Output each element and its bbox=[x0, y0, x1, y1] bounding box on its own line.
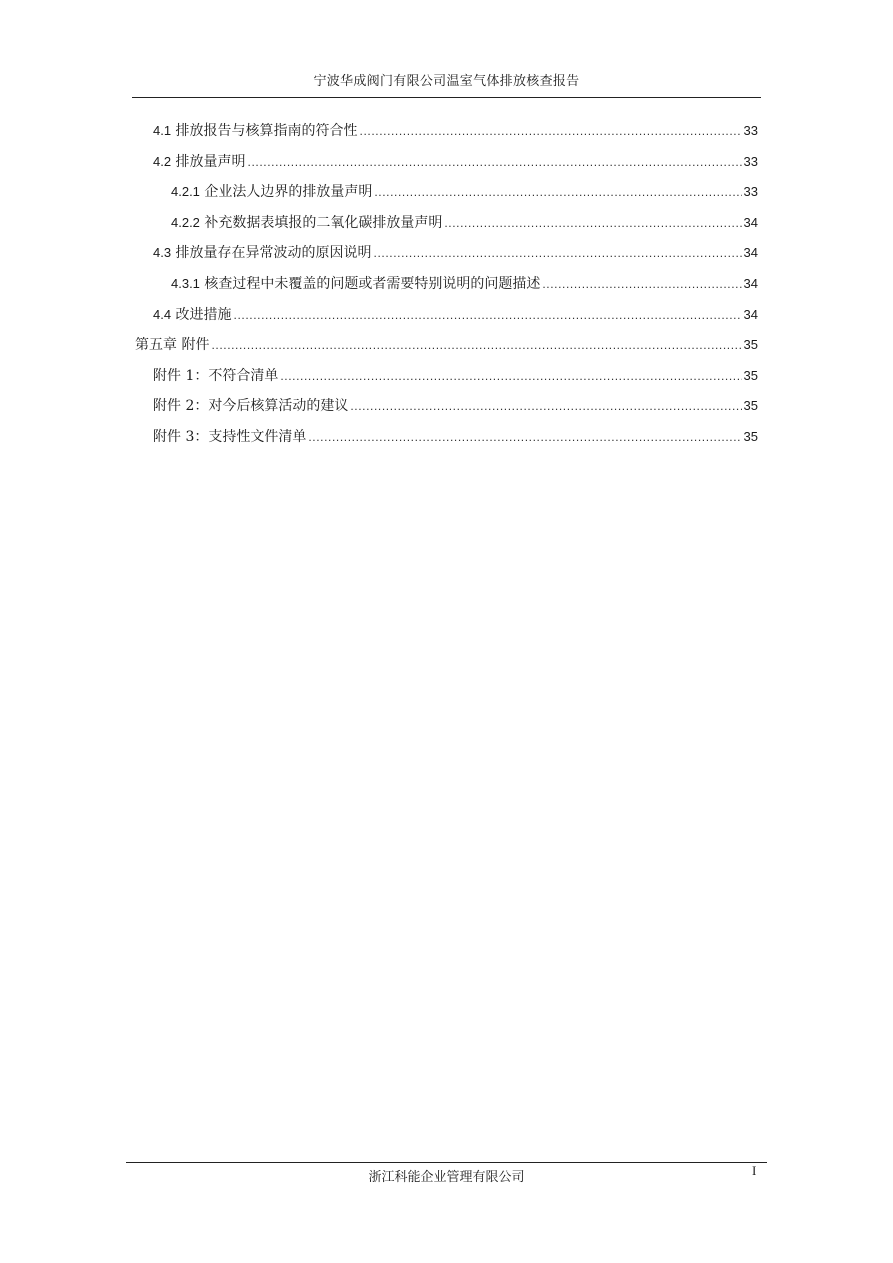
toc-page-number: 34 bbox=[743, 306, 758, 322]
header-divider bbox=[132, 97, 761, 98]
toc-entry-title bbox=[135, 334, 209, 354]
toc-entry[interactable] bbox=[135, 212, 758, 243]
toc-dot-leader bbox=[374, 246, 742, 260]
toc-dot-leader bbox=[211, 338, 741, 352]
toc-dot-leader bbox=[360, 124, 742, 138]
toc-entry-label: 补充数据表填报的二氧化碳排放量声明 bbox=[199, 214, 443, 231]
toc-dot-leader bbox=[542, 277, 741, 291]
toc-entry-number: 4.3.1 bbox=[171, 275, 200, 291]
toc-entry[interactable] bbox=[135, 426, 758, 457]
toc-page-number: 35 bbox=[743, 428, 758, 444]
toc-entry-label: 改进措施 bbox=[171, 306, 232, 323]
toc-entry-label: 核查过程中未覆盖的问题或者需要特别说明的问题描述 bbox=[199, 275, 541, 292]
toc-entry-label: 排放量存在异常波动的原因说明 bbox=[171, 245, 372, 262]
toc-entry-number: 4.1 bbox=[153, 123, 172, 138]
footer-company: 浙江科能企业管理有限公司 bbox=[368, 1170, 525, 1185]
toc-entry[interactable] bbox=[135, 365, 758, 396]
toc-entry[interactable] bbox=[135, 395, 758, 426]
toc-entry-number: 4.4 bbox=[153, 306, 172, 322]
toc-dot-leader bbox=[350, 399, 741, 413]
toc-page-number: 34 bbox=[743, 245, 758, 261]
toc-entry-label: 企业法人边界的排放量声明 bbox=[199, 184, 373, 201]
toc-dot-leader bbox=[444, 216, 741, 230]
toc-page-number: 33 bbox=[743, 123, 758, 138]
toc-entry-title bbox=[171, 273, 540, 293]
toc-entry[interactable] bbox=[135, 334, 758, 365]
toc-dot-leader bbox=[280, 369, 741, 383]
toc-entry[interactable] bbox=[135, 304, 758, 335]
toc-entry-title bbox=[153, 426, 306, 446]
toc-entry[interactable] bbox=[135, 273, 758, 304]
footer-divider bbox=[126, 1162, 767, 1163]
toc-entry[interactable] bbox=[135, 120, 758, 151]
toc-dot-leader bbox=[248, 155, 742, 169]
toc-entry-label: 第五章 附件 bbox=[135, 337, 210, 354]
toc-entry-title bbox=[171, 181, 372, 201]
toc-page-number: 33 bbox=[743, 153, 758, 169]
toc-entry-label: 排放报告与核算指南的符合性 bbox=[171, 123, 358, 139]
toc-dot-leader bbox=[308, 430, 741, 444]
toc-dot-leader bbox=[374, 185, 741, 199]
toc-entry-number: 4.3 bbox=[153, 245, 172, 261]
footer-page-number: I bbox=[752, 1163, 757, 1178]
toc-entry-title bbox=[153, 365, 278, 385]
toc-entry-title bbox=[153, 151, 246, 171]
toc-entry-title bbox=[171, 212, 442, 232]
toc-page-number: 35 bbox=[743, 367, 758, 383]
table-of-contents bbox=[135, 120, 758, 457]
toc-entry-title bbox=[153, 120, 358, 140]
toc-entry[interactable] bbox=[135, 242, 758, 273]
toc-page-number: 35 bbox=[743, 398, 758, 414]
toc-entry[interactable] bbox=[135, 151, 758, 182]
toc-page-number: 34 bbox=[743, 214, 758, 230]
toc-entry-label: 附件 2：对今后核算活动的建议 bbox=[153, 398, 349, 415]
page-header-title: 宁波华成阀门有限公司温室气体排放核查报告 bbox=[313, 74, 580, 89]
toc-entry-number: 4.2.2 bbox=[171, 214, 200, 230]
toc-entry-title bbox=[153, 395, 348, 415]
toc-entry-label: 附件 3：支持性文件清单 bbox=[153, 428, 307, 445]
toc-entry-label: 排放量声明 bbox=[171, 153, 246, 170]
toc-page-number: 33 bbox=[743, 184, 758, 200]
toc-entry[interactable] bbox=[135, 181, 758, 212]
toc-entry-title bbox=[153, 242, 372, 262]
toc-page-number: 35 bbox=[743, 337, 758, 353]
toc-dot-leader bbox=[234, 308, 742, 322]
toc-entry-title bbox=[153, 304, 232, 324]
toc-entry-label: 附件 1：不符合清单 bbox=[153, 367, 279, 384]
toc-page-number: 34 bbox=[743, 275, 758, 291]
toc-entry-number: 4.2.1 bbox=[171, 184, 200, 200]
toc-entry-number: 4.2 bbox=[153, 153, 172, 169]
